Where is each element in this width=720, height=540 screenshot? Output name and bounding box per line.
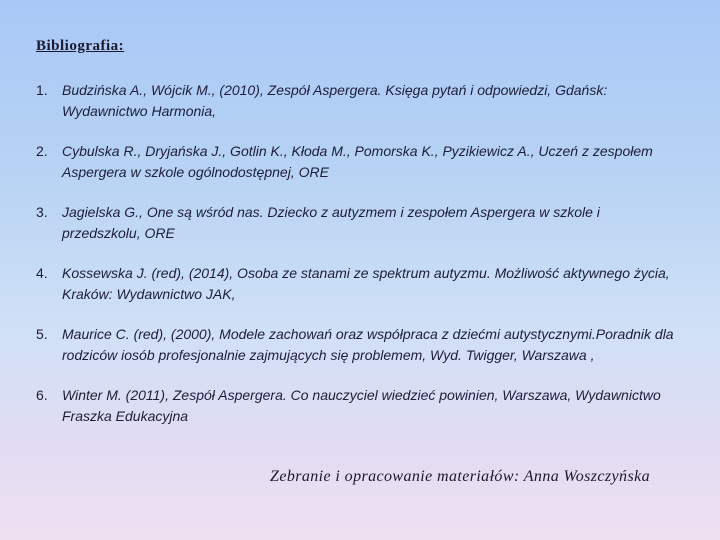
item-text: Winter M. (2011), Zespół Aspergera. Co nauczyciel wiedzieć powinien, Warszawa, Wydawnictwo Fraszka Edukacyjna — [62, 387, 661, 424]
bibliography-item — [36, 385, 676, 426]
item-text: Kossewska J. (red), (2014), Osoba ze stanami ze spektrum autyzmu. Możliwość aktywnego życia, Kraków: Wydawnictwo JAK, — [62, 265, 670, 302]
bibliography-list — [36, 80, 676, 446]
item-text: Budzińska A., Wójcik M., (2010), Zespół Aspergera. Księga pytań i odpowiedzi, Gdańsk: Wydawnictwo Harmonia, — [62, 82, 608, 119]
item-number: 4. — [36, 265, 48, 281]
item-number: 5. — [36, 326, 48, 342]
bibliography-item — [36, 141, 676, 182]
bibliography-item — [36, 263, 676, 304]
item-number: 2. — [36, 143, 48, 159]
bibliography-item — [36, 80, 676, 121]
bibliography-heading: Bibliografia: — [36, 38, 125, 54]
item-text: Cybulska R., Dryjańska J., Gotlin K., Kłoda M., Pomorska K., Pyzikiewicz A., Uczeń z zespołem Aspergera w szkole ogólnodostępnej, ORE — [62, 143, 653, 180]
item-number: 3. — [36, 204, 48, 220]
item-text: Maurice C. (red), (2000), Modele zachowań oraz współpraca z dziećmi autystycznymi.Poradnik dla rodziców iosób profesjonalnie zajmujących się problemem, Wyd. Twigger, Warszawa , — [62, 326, 674, 363]
item-text: Jagielska G., One są wśród nas. Dziecko z autyzmem i zespołem Aspergera w szkole i przedszkolu, ORE — [62, 204, 600, 241]
bibliography-item — [36, 202, 676, 243]
item-number: 1. — [36, 82, 48, 98]
item-number: 6. — [36, 387, 48, 403]
author-credit: Zebranie i opracowanie materiałów: Anna Woszczyńska — [270, 468, 650, 485]
bibliography-item — [36, 324, 676, 365]
